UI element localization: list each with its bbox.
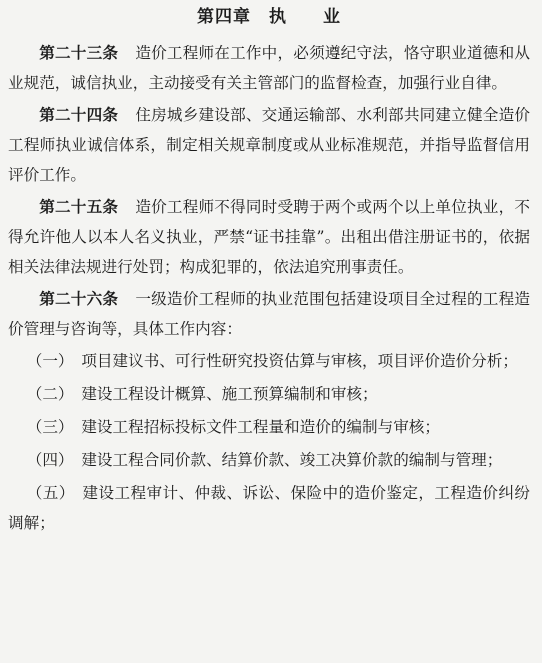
article-text: 住房城乡建设部、交通运输部、水利部共同建立健全造价工程师执业诚信体系，制定相关规章制度或从业标准规范，并指导监督信用评价工作。 — [8, 106, 530, 184]
article-text: 造价工程师在工作中，必须遵纪守法，恪守职业道德和从业规范，诚信执业，主动接受有关主管部门的监督检查，加强行业自律。 — [8, 44, 530, 92]
article-26 — [8, 284, 530, 344]
list-item — [8, 478, 530, 538]
chapter-title: 第四章 执 业 — [197, 7, 341, 27]
article-label: 第二十四条 — [39, 106, 119, 124]
article-23 — [8, 38, 530, 98]
list-item — [8, 379, 530, 409]
item-number: （一） — [26, 352, 74, 370]
article-24 — [8, 100, 530, 190]
item-text: 建设工程设计概算、施工预算编制和审核； — [81, 385, 378, 403]
article-label: 第二十三条 — [39, 44, 119, 62]
item-number: （三） — [26, 418, 74, 436]
item-text: 建设工程审计、仲裁、诉讼、保险中的造价鉴定，工程造价纠纷调解； — [8, 484, 530, 532]
item-number: （五） — [26, 484, 75, 502]
article-label: 第二十五条 — [39, 198, 119, 216]
article-text: 造价工程师不得同时受聘于两个或两个以上单位执业，不得允许他人以本人名义执业，严禁“证书挂靠”。出租出借注册证书的，依据相关法律法规进行处罚；构成犯罪的，依法追究刑事责任。 — [8, 198, 530, 276]
list-item — [8, 445, 530, 475]
list-item — [8, 346, 530, 376]
item-number: （四） — [26, 451, 74, 469]
item-text: 项目建议书、可行性研究投资估算与审核，项目评价造价分析； — [81, 352, 518, 370]
item-text: 建设工程合同价款、结算价款、竣工决算价款的编制与管理； — [81, 451, 503, 469]
list-item — [8, 412, 530, 442]
article-25 — [8, 192, 530, 282]
article-label: 第二十六条 — [39, 290, 119, 308]
article-text: 一级造价工程师的执业范围包括建设项目全过程的工程造价管理与咨询等，具体工作内容： — [8, 290, 530, 338]
item-text: 建设工程招标投标文件工程量和造价的编制与审核； — [81, 418, 440, 436]
item-number: （二） — [26, 385, 74, 403]
